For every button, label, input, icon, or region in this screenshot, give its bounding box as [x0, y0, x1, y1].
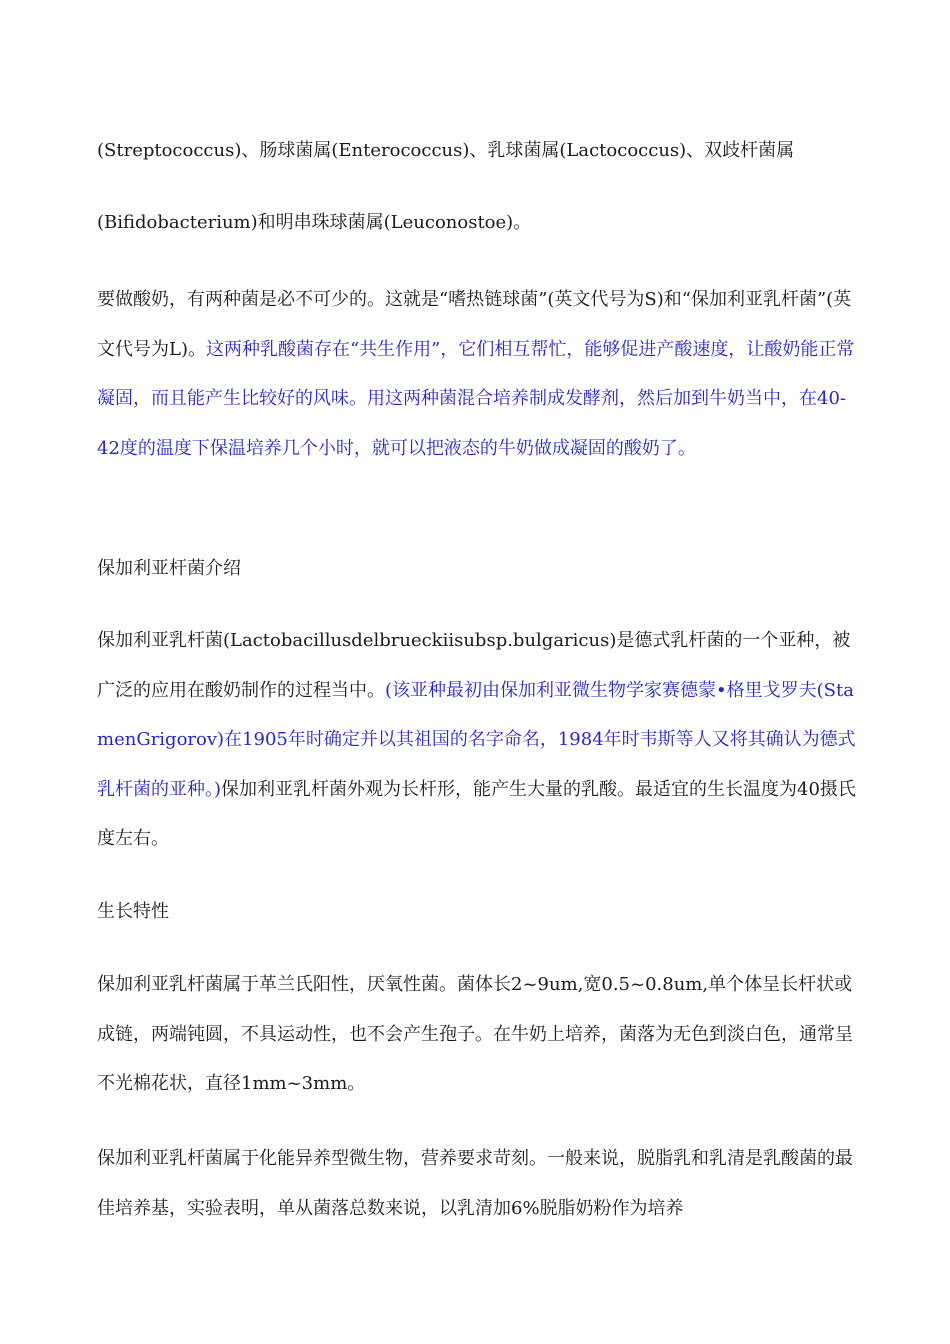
- heading-text: 保加利亚杆菌介绍: [97, 558, 241, 579]
- paragraph-genus-list-line1: [97, 126, 857, 176]
- paragraph-text: 保加利亚乳杆菌属于化能异养型微生物，营养要求苛刻。一般来说，脱脂乳和乳清是乳酸菌的最佳培养基，实验表明，单从菌落总数来说，以乳清加6%脱脂奶粉作为培养: [97, 1148, 853, 1219]
- paragraph-genus-list-line2: [97, 198, 857, 248]
- paragraph-text: (Streptococcus)、肠球菌属(Enterococcus)、乳球菌属(Lactococcus)、双歧杆菌属: [97, 140, 795, 161]
- paragraph-growth-characteristics: [97, 960, 857, 1109]
- paragraph-text: 要做酸奶，有两种菌是必不可少的。这就是“嗜热链球菌”(英文代号为S)和“保加利亚乳杆菌”(英文代号为L)。: [97, 289, 852, 360]
- paragraph-text: 保加利亚乳杆菌外观为长杆形，能产生大量的乳酸。最适宜的生长温度为40摄氏度左右。: [97, 778, 856, 849]
- section-heading-growth: [97, 887, 857, 937]
- highlighted-text: (该亚种最初由保加利亚微生物学家赛德蒙•格里戈罗夫(StamenGrigorov)在1905年时确定并以其祖国的名字命名，1984年时韦斯等人又将其确认为德式乳杆菌的亚种。): [97, 679, 856, 800]
- paragraph-nutrition: [97, 1134, 857, 1233]
- highlighted-text: 这两种乳酸菌存在“共生作用”，它们相互帮忙，能够促进产酸速度，让酸奶能正常凝固，而且能产生比较好的风味。用这两种菌混合培养制成发酵剂，然后加到牛奶当中，在40-42度的温度下保温培养几个小时，就可以把液态的牛奶做成凝固的酸奶了。: [97, 338, 855, 459]
- paragraph-text: 保加利亚乳杆菌(Lactobacillusdelbrueckiisubsp.bulgaricus)是德式乳杆菌的一个亚种，被广泛的应用在酸奶制作的过程当中。: [97, 630, 851, 701]
- paragraph-text: 保加利亚乳杆菌属于革兰氏阳性，厌氧性菌。菌体长2~9um,宽0.5~0.8um,单个体呈长杆状或成链，两端钝圆，不具运动性，也不会产生孢子。在牛奶上培养，菌落为无色到淡白色，通常呈不光棉花状，直径1mm~3mm。: [97, 974, 853, 1094]
- heading-text: 生长特性: [97, 901, 169, 922]
- paragraph-bulgaricus-intro: [97, 616, 857, 864]
- paragraph-text: (Bifidobacterium)和明串珠球菌属(Leuconostoe)。: [97, 212, 532, 233]
- section-heading-introduction: [97, 544, 857, 594]
- paragraph-yogurt-bacteria: [97, 275, 857, 473]
